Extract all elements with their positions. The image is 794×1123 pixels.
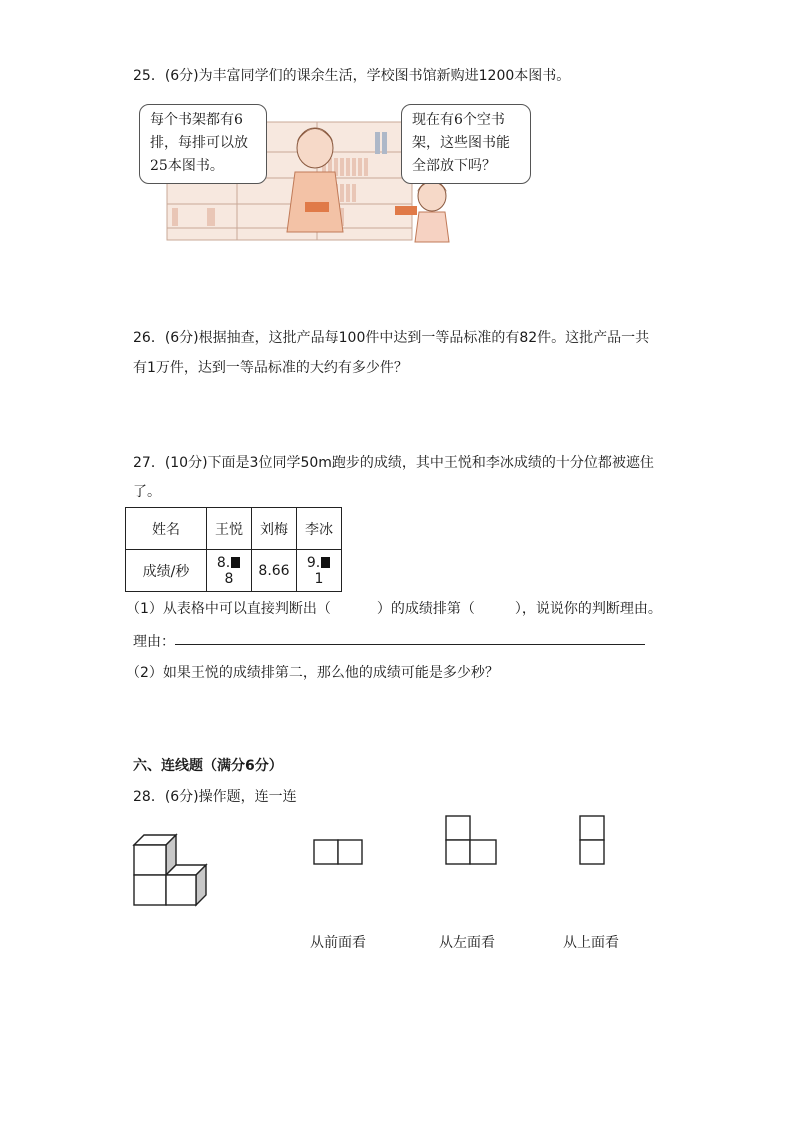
q26-line-1: 26．(6分)根据抽查，这批产品每100件中达到一等品标准的有82件。这批产品一共 [133, 330, 650, 346]
view-shape-two-horizontal[interactable] [313, 839, 365, 865]
q27-sub1-c: ），说说你的判断理由。 [514, 601, 662, 617]
header-libing: 李冰 [297, 508, 342, 550]
view-shape-l-shape[interactable] [445, 815, 499, 865]
header-liumei: 刘梅 [252, 508, 297, 550]
section-6-heading: 六、连线题（满分6分） [133, 758, 283, 774]
score-libing [297, 550, 342, 592]
q27-sub1-b: ）的成绩排第（ [376, 601, 475, 617]
mask-block [321, 557, 330, 568]
bubble-left-line-3: 25本图书。 [150, 158, 224, 174]
score-table [125, 507, 342, 592]
view-shape-two-vertical[interactable] [579, 815, 607, 865]
q27-line-1: 27．(10分)下面是3位同学50m跑步的成绩，其中王悦和李冰成绩的十分位都被遮住 [133, 455, 654, 471]
speech-bubble-left [139, 104, 267, 184]
cube-stack-figure [132, 833, 212, 909]
label-left-view[interactable]: 从左面看 [439, 935, 495, 951]
q28-text: 28．(6分)操作题，连一连 [133, 789, 297, 805]
reason-answer-line[interactable] [175, 644, 645, 645]
reason-label: 理由： [133, 634, 175, 650]
speech-bubble-right [401, 104, 531, 184]
table-row [126, 508, 342, 550]
bubble-left-line-1: 每个书架都有6 [150, 112, 243, 128]
mask-block [231, 557, 240, 568]
score-libing-post: 1 [314, 570, 324, 587]
score-wangyue [207, 550, 252, 592]
q25-text: 25．(6分)为丰富同学们的课余生活，学校图书馆新购进1200本图书。 [133, 68, 571, 84]
row-label: 成绩/秒 [126, 550, 207, 592]
bubble-right-line-2: 架，这些图书能 [412, 135, 510, 151]
score-wangyue-post: 8 [224, 570, 234, 587]
label-top-view[interactable]: 从上面看 [563, 935, 619, 951]
score-liumei: 8.66 [252, 550, 297, 592]
q27-line-2: 了。 [133, 484, 161, 500]
q26-line-2: 有1万件，达到一等品标准的大约有多少件？ [133, 360, 408, 376]
bubble-left-line-2: 排，每排可以放 [150, 135, 248, 151]
q27-sub1-a: （1）从表格中可以直接判断出（ [126, 601, 331, 617]
score-wangyue-pre: 8. [216, 554, 231, 571]
header-wangyue: 王悦 [207, 508, 252, 550]
q27-sub1 [126, 598, 662, 618]
bubble-right-line-3: 全部放下吗？ [412, 158, 496, 174]
header-name: 姓名 [126, 508, 207, 550]
table-row [126, 550, 342, 592]
q27-sub2: （2）如果王悦的成绩排第二，那么他的成绩可能是多少秒？ [126, 665, 499, 681]
bubble-right-line-1: 现在有6个空书 [412, 112, 505, 128]
label-front-view[interactable]: 从前面看 [310, 935, 366, 951]
score-libing-pre: 9. [306, 554, 321, 571]
